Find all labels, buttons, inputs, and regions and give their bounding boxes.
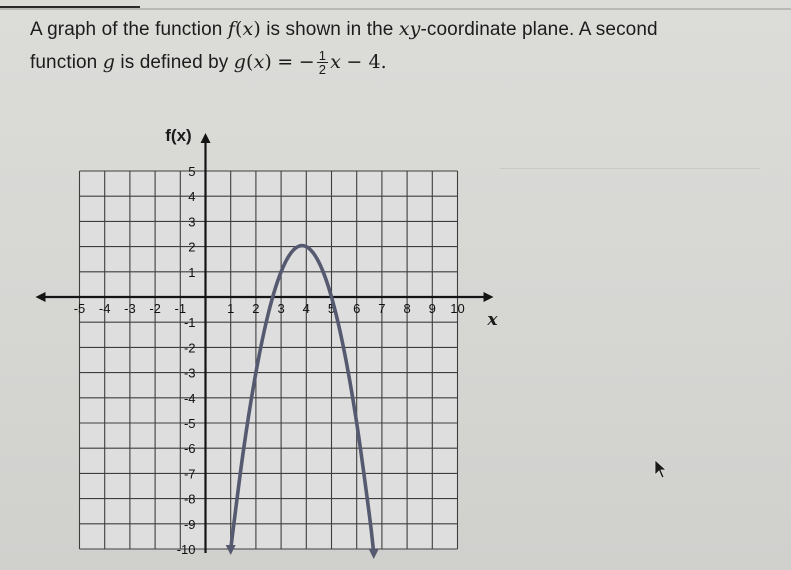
x-tick-label: 2	[252, 301, 260, 316]
y-tick-label: 5	[188, 164, 196, 179]
g-function-name: g	[102, 51, 116, 73]
x-tick-label: 8	[403, 301, 411, 316]
y-tick-label: -8	[183, 491, 196, 507]
y-tick-label: 2	[188, 239, 196, 255]
x-tick-label: -1	[174, 301, 187, 316]
x-axis-right-arrow	[484, 292, 494, 302]
top-divider	[0, 8, 791, 10]
x-tick-label: 5	[327, 301, 336, 316]
x-tick-label: 3	[277, 301, 285, 316]
y-tick-label: -6	[183, 441, 196, 457]
x-tick-label: -2	[149, 301, 161, 316]
g-expr-denominator: 2	[318, 62, 327, 78]
g-expr-close: )	[264, 51, 272, 73]
question-line-2	[30, 46, 780, 79]
y-tick-label: -2	[183, 340, 196, 356]
y-tick-label: -5	[183, 416, 196, 431]
x-tick-label: -4	[98, 301, 111, 316]
y-tick-label: -10	[176, 542, 196, 557]
y-axis-label: f(x)	[165, 126, 192, 145]
f-open-paren: (	[234, 18, 243, 40]
g-expr-open: (	[246, 51, 254, 73]
y-tick-label: 1	[188, 264, 196, 280]
g-expr-sign: −	[298, 51, 315, 73]
f-function-name: f	[227, 18, 235, 40]
x-tick-label: 4	[302, 301, 310, 316]
x-tick-label: -3	[124, 301, 136, 316]
y-tick-label: -1	[183, 315, 196, 331]
question-defined-text: is defined by	[120, 52, 229, 73]
mouse-cursor-icon	[654, 459, 668, 481]
y-tick-label: 4	[188, 189, 196, 205]
g-expr-x: x	[330, 51, 341, 73]
g-expr-fraction	[317, 49, 328, 76]
g-expr-numerator: 1	[318, 48, 327, 64]
question-function-word: function	[30, 52, 98, 73]
question-line1-end: -coordinate plane. A second	[420, 19, 658, 40]
x-axis-label: x	[487, 310, 498, 330]
function-graph	[30, 110, 510, 560]
y-tick-label: -9	[183, 516, 196, 532]
x-axis-left-arrow	[36, 292, 46, 302]
faint-background-line	[500, 168, 760, 169]
question-text	[30, 13, 780, 79]
x-tick-label: 9	[428, 301, 436, 316]
y-tick-label: 3	[188, 214, 196, 230]
curve-left-arrow	[226, 545, 236, 555]
question-line-1	[30, 13, 780, 46]
f-variable: x	[242, 18, 254, 40]
x-tick-label: 10	[450, 301, 465, 316]
x-tick-label: -5	[73, 301, 86, 316]
y-tick-label: -4	[183, 390, 196, 406]
curve-right-arrow	[369, 549, 379, 559]
x-tick-label: 7	[378, 301, 386, 316]
y-axis-up-arrow	[201, 133, 211, 143]
plane-variables: xy	[398, 18, 421, 40]
question-mid-text: is shown in the	[266, 19, 394, 40]
y-tick-label: -3	[183, 365, 196, 381]
g-expr-equals: =	[277, 51, 294, 73]
question-intro-text: A graph of the function	[30, 19, 223, 40]
plot-area	[80, 171, 458, 549]
x-tick-label: 6	[353, 301, 361, 316]
g-expr-tail: − 4.	[346, 51, 387, 73]
g-expr-var: x	[253, 51, 265, 73]
x-tick-label: 1	[227, 301, 235, 316]
y-tick-label: -7	[183, 466, 196, 482]
g-expr-name: g	[233, 51, 247, 73]
f-close-paren: )	[253, 18, 261, 40]
